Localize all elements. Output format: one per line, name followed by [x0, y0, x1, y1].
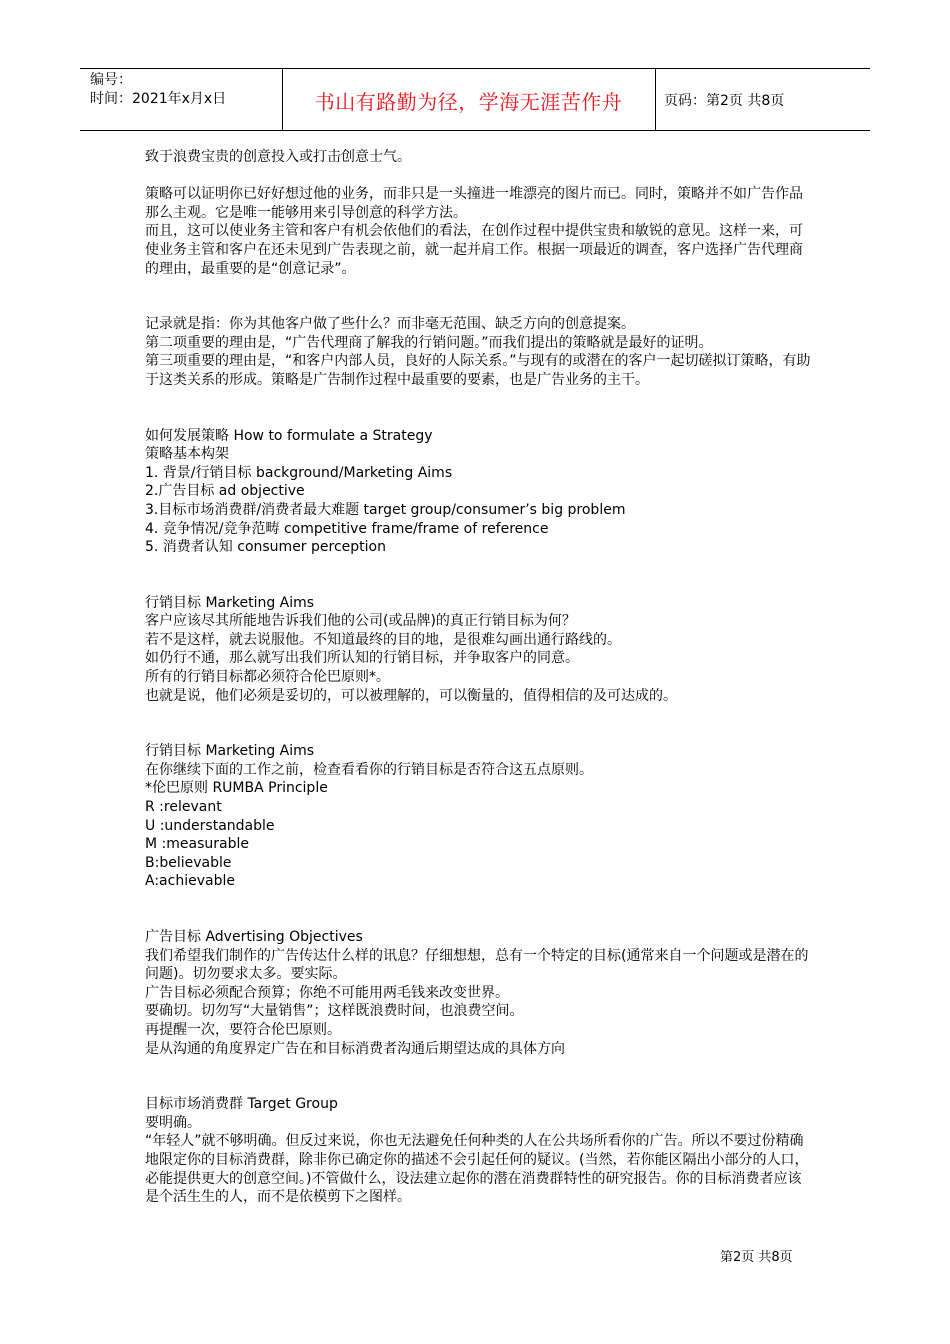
- paragraph: 所有的行销目标都必须符合伦巴原则*。: [145, 669, 390, 686]
- list-item: R :relevant: [145, 799, 222, 816]
- paragraph: 在你继续下面的工作之前，检查看看你的行销目标是否符合这五点原则。: [145, 761, 593, 778]
- list-item: 4. 竞争情况/竞争范畴 competitive frame/frame of reference: [145, 520, 549, 537]
- document-date-label: 时间：2021年x月x日: [90, 91, 227, 107]
- paragraph: 策略可以证明你已好好想过他的业务，而非只是一头撞进一堆漂亮的图片而已。同时，策略并不如广告作品那么主观。它是唯一能够用来引导创意的科学方法。: [145, 186, 803, 221]
- document-number-label: 编号：: [90, 72, 132, 88]
- document-body: [145, 148, 815, 1207]
- list-item: 3.目标市场消费群/消费者最大难题 target group/consumer’s big problem: [145, 501, 626, 518]
- list-item: U :understandable: [145, 817, 275, 834]
- paragraph: 若不是这样，就去说服他。不知道最终的目的地，是很难勾画出通行路线的。: [145, 631, 621, 648]
- list-item: M :measurable: [145, 836, 249, 853]
- section-heading: 行销目标 Marketing Aims: [145, 743, 315, 760]
- paragraph: 也就是说，他们必须是妥切的，可以被理解的，可以衡量的，值得相信的及可达成的。: [145, 687, 677, 704]
- header-page-number: 页码：第2页 共8页: [664, 93, 785, 109]
- paragraph: 要确切。切勿写“大量销售”；这样既浪费时间，也浪费空间。: [145, 1003, 524, 1020]
- paragraph: 是从沟通的角度界定广告在和目标消费者沟通后期望达成的具体方向: [145, 1040, 565, 1057]
- list-item: 5. 消费者认知 consumer perception: [145, 539, 386, 556]
- page-header: [80, 68, 870, 131]
- paragraph: 我们希望我们制作的广告传达什么样的讯息？仔细想想，总有一个特定的目标(通常来自一个问题或是潜在的问题)。切勿要求太多。要实际。: [145, 947, 809, 983]
- section-heading: 目标市场消费群 Target Group: [145, 1096, 338, 1113]
- paragraph: “年轻人”就不够明确。但反过来说，你也无法避免任何种类的人在公共场所看你的广告。所以不要过份精确地限定你的目标消费群，除非你已确定你的描述不会引起任何的疑议。(当然，若你能区隔出小部分的人口，必能提供更大的创意空间。)不管做什么，设法建立起你的潜在消费群特性的研究报告。你的目标消费者应该是个活生生的人，而不是依模剪下之图样。: [145, 1133, 809, 1206]
- paragraph: 如仍行不通，那么就写出我们所认知的行销目标，并争取客户的同意。: [145, 650, 579, 667]
- footer-page-number: 第2页 共8页: [720, 1250, 793, 1265]
- paragraph: 广告目标必须配合预算；你绝不可能用两毛钱来改变世界。: [145, 984, 509, 1001]
- section-subheading: 策略基本构架: [145, 446, 229, 463]
- header-motto: 书山有路勤为径，学海无涯苦作舟: [314, 90, 623, 114]
- header-meta: [90, 71, 226, 109]
- paragraph: 而且，这可以使业务主管和客户有机会依他们的看法，在创作过程中提供宝贵和敏锐的意见。这样一来，可使业务主管和客户在还未见到广告表现之前，就一起并肩工作。根据一项最近的调查，客户选择广告代理商的理由，最重要的是“创意记录”。: [145, 223, 803, 277]
- list-item: 2.广告目标 ad objective: [145, 483, 305, 500]
- paragraph: 第二项重要的理由是，“广告代理商了解我的行销问题。”而我们提出的策略就是最好的证明。: [145, 334, 713, 351]
- list-item: A:achievable: [145, 873, 235, 890]
- list-item: 1. 背景/行销目标 background/Marketing Aims: [145, 464, 453, 481]
- paragraph: 要明确。: [145, 1114, 201, 1131]
- section-heading: 行销目标 Marketing Aims: [145, 594, 315, 611]
- section-heading: 如何发展策略 How to formulate a Strategy: [145, 427, 433, 444]
- header-divider: [655, 69, 656, 130]
- section-heading: 广告目标 Advertising Objectives: [145, 929, 363, 945]
- paragraph: 客户应该尽其所能地告诉我们他的公司(或品牌)的真正行销目标为何？: [145, 613, 576, 630]
- list-item: B:believable: [145, 854, 232, 871]
- paragraph: 致于浪费宝贵的创意投入或打击创意士气。: [145, 149, 411, 165]
- paragraph: *伦巴原则 RUMBA Principle: [145, 780, 328, 797]
- paragraph: 再提醒一次，要符合伦巴原则。: [145, 1021, 341, 1038]
- paragraph: 第三项重要的理由是，“和客户内部人员，良好的人际关系。”与现有的或潜在的客户一起切磋拟订策略，有助于这类关系的形成。策略是广告制作过程中最重要的要素，也是广告业务的主干。: [145, 353, 811, 388]
- paragraph: 记录就是指：你为其他客户做了些什么？而非毫无范围、缺乏方向的创意提案。: [145, 316, 635, 333]
